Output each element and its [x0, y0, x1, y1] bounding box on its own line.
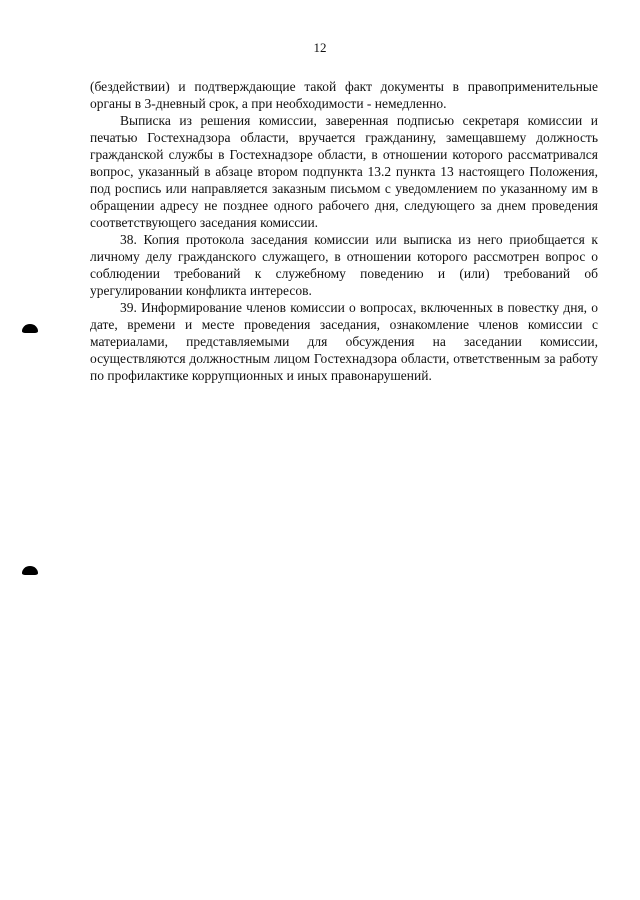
- paragraph-39: 39. Информирование членов комиссии о вопросах, включенных в повестку дня, о дате, времени и месте проведения заседания, ознакомление членов комиссии с материалами, представляемыми для обсуждения на заседании комиссии, осуществляются должностным лицом Гостехнадзора области, ответственным за работу по профилактике коррупционных и иных правонарушений.: [90, 300, 598, 383]
- paragraph-continuation: (бездействии) и подтверждающие такой факт документы в правоприменительные органы в 3-дневный срок, а при необходимости - немедленно.: [90, 79, 598, 111]
- paragraph-extract-delivery: Выписка из решения комиссии, заверенная подписью секретаря комиссии и печатью Гостехнадзора области, вручается гражданину, замещавшему должность гражданской службы в Гостехнадзоре области, в отношении которого рассматривался вопрос, указанный в абзаце втором подпункта 13.2 пункта 13 настоящего Положения, под роспись или направляется заказным письмом с уведомлением по указанному им в обращении адресу не позднее одного рабочего дня, следующего за днем проведения соответствующего заседания комиссии.: [90, 113, 598, 230]
- punch-hole-mark-lower: [22, 566, 38, 575]
- punch-hole-mark-upper: [22, 324, 38, 333]
- document-body: [90, 78, 598, 384]
- page-number: 12: [313, 40, 327, 55]
- paragraph-38: 38. Копия протокола заседания комиссии или выписка из него приобщается к личному делу гражданского служащего, в отношении которого рассмотрен вопрос о соблюдении требований к служебному поведению и (или) требований об урегулировании конфликта интересов.: [90, 232, 598, 298]
